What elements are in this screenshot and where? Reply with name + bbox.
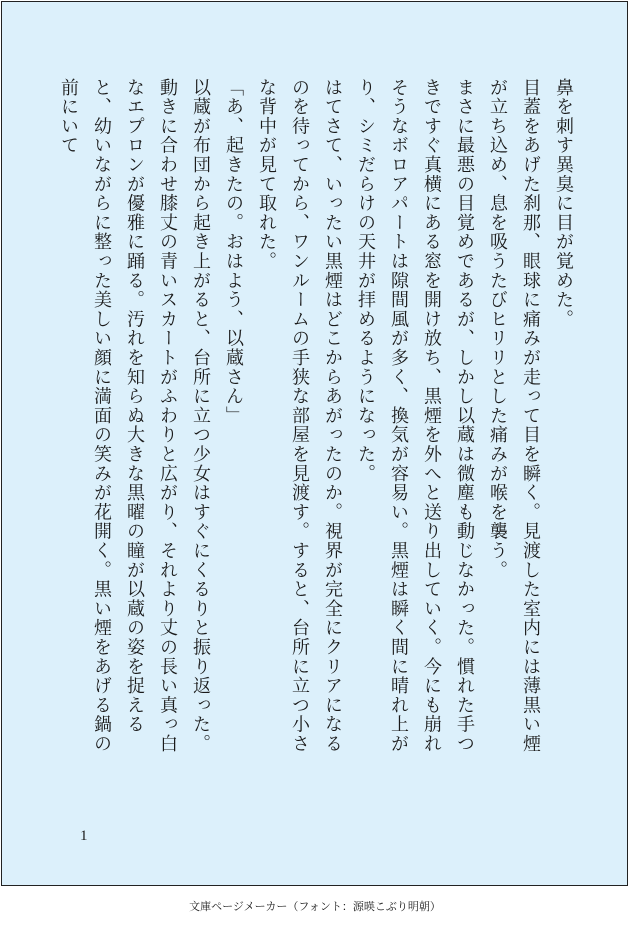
paragraph-2: 目蓋をあげた刹那、眼球に痛みが走って目を瞬く。見渡した室内には薄黒い煙が立ち込め、息を吸うたびヒリリとした痛みが喉を襲う。 [487, 78, 541, 754]
page-number: 1 [80, 828, 88, 844]
paragraph-6: 以蔵が布団から起き上がると、台所に立つ少女はすぐにくるりと振り返った。動きに合わせ膝丈の青いスカートがふわりと広がり、それより丈の長い真っ白なエプロンが優雅に踊る。汚れを知らぬ大きな黒曜の瞳が以蔵の姿を捉えると、幼いながらに整った美しい顔に満面の笑みが花開く。黒い煙をあげる鍋の前にいて [58, 78, 211, 754]
book-page [1, 1, 628, 886]
paragraph-1: 鼻を刺す異臭に目が覚めた。 [553, 78, 574, 329]
vertical-text-body [52, 78, 580, 758]
paragraph-3: まさに最悪の目覚めであるが、しかし以蔵は微塵も動じなかった。慣れた手つきですぐ真横にある窓を開け放ち、黒煙を外へと送り出していく。今にも崩れそうなボロアパートは隙間風が多く、換気が容易い。黒煙は瞬く間に晴れ上がり、シミだらけの天井が拝めるようになった。 [355, 78, 475, 754]
footer-credit: 文庫ページメーカー（フォント：源暎こぶり明朝） [189, 900, 441, 913]
paragraph-4: はてさて、いったい黒煙はどこからあがったのか。視界が完全にクリアになるのを待ってから、ワンルームの手狭な部屋を見渡す。すると、台所に立つ小さな背中が見て取れた。 [256, 78, 343, 754]
paragraph-5-dialogue: 「あ、起きたの。おはよう、以蔵さん」 [223, 78, 244, 426]
